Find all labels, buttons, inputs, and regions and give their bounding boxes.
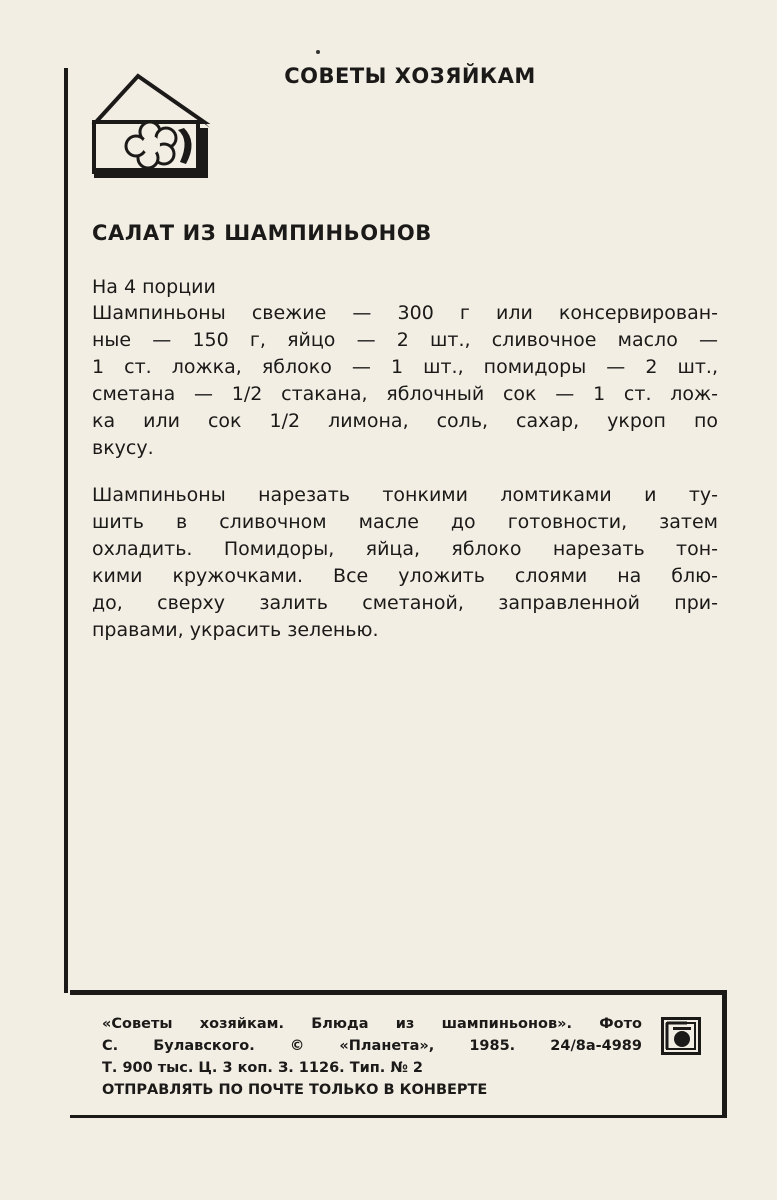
imprint-block xyxy=(102,1013,642,1101)
ingredients-line: 1 ст. ложка, яблоко — 1 шт., помидоры — 2 шт., xyxy=(92,356,718,378)
ingredients-line: Шампиньоны свежие — 300 г или консервирован- xyxy=(92,302,718,324)
mailing-notice: ОТПРАВЛЯТЬ ПО ПОЧТЕ ТОЛЬКО В КОНВЕРТЕ xyxy=(102,1082,488,1098)
series-title: СОВЕТЫ ХОЗЯЙКАМ xyxy=(284,64,536,88)
imprint-line: «Советы хозяйкам. Блюда из шампиньонов». Фото xyxy=(102,1016,642,1032)
method-line: правами, украсить зеленью. xyxy=(92,619,379,641)
method-line: шить в сливочном масле до готовности, затем xyxy=(92,511,718,533)
ingredients-paragraph xyxy=(92,300,718,462)
method-line: Шампиньоны нарезать тонкими ломтиками и ту- xyxy=(92,484,718,506)
method-line: до, сверху залить сметаной, заправленной при- xyxy=(92,592,718,614)
method-line: охладить. Помидоры, яйца, яблоко нарезать тон- xyxy=(92,538,718,560)
ingredients-line: ные — 150 г, яйцо — 2 шт., сливочное масло — xyxy=(92,329,718,351)
ingredients-line: ка или сок 1/2 лимона, соль, сахар, укроп по xyxy=(92,410,718,432)
method-line: кими кружочками. Все уложить слоями на блю- xyxy=(92,565,718,587)
left-border-line xyxy=(64,68,68,993)
planeta-publisher-logo-icon xyxy=(661,1017,701,1055)
recipe-title: САЛАТ ИЗ ШАМПИНЬОНОВ xyxy=(92,221,432,245)
method-paragraph xyxy=(92,482,718,644)
imprint-line: С. Булавского. © «Планета», 1985. 24/8а-4989 xyxy=(102,1038,642,1054)
ingredients-line: вкусу. xyxy=(92,437,154,459)
print-speck xyxy=(316,50,320,54)
imprint-line: Т. 900 тыс. Ц. 3 коп. З. 1126. Тип. № 2 xyxy=(102,1060,423,1076)
servings-text: На 4 порции xyxy=(92,276,216,298)
house-with-flower-icon xyxy=(90,70,214,185)
ingredients-line: сметана — 1/2 стакана, яблочный сок — 1 ст. лож- xyxy=(92,383,718,405)
